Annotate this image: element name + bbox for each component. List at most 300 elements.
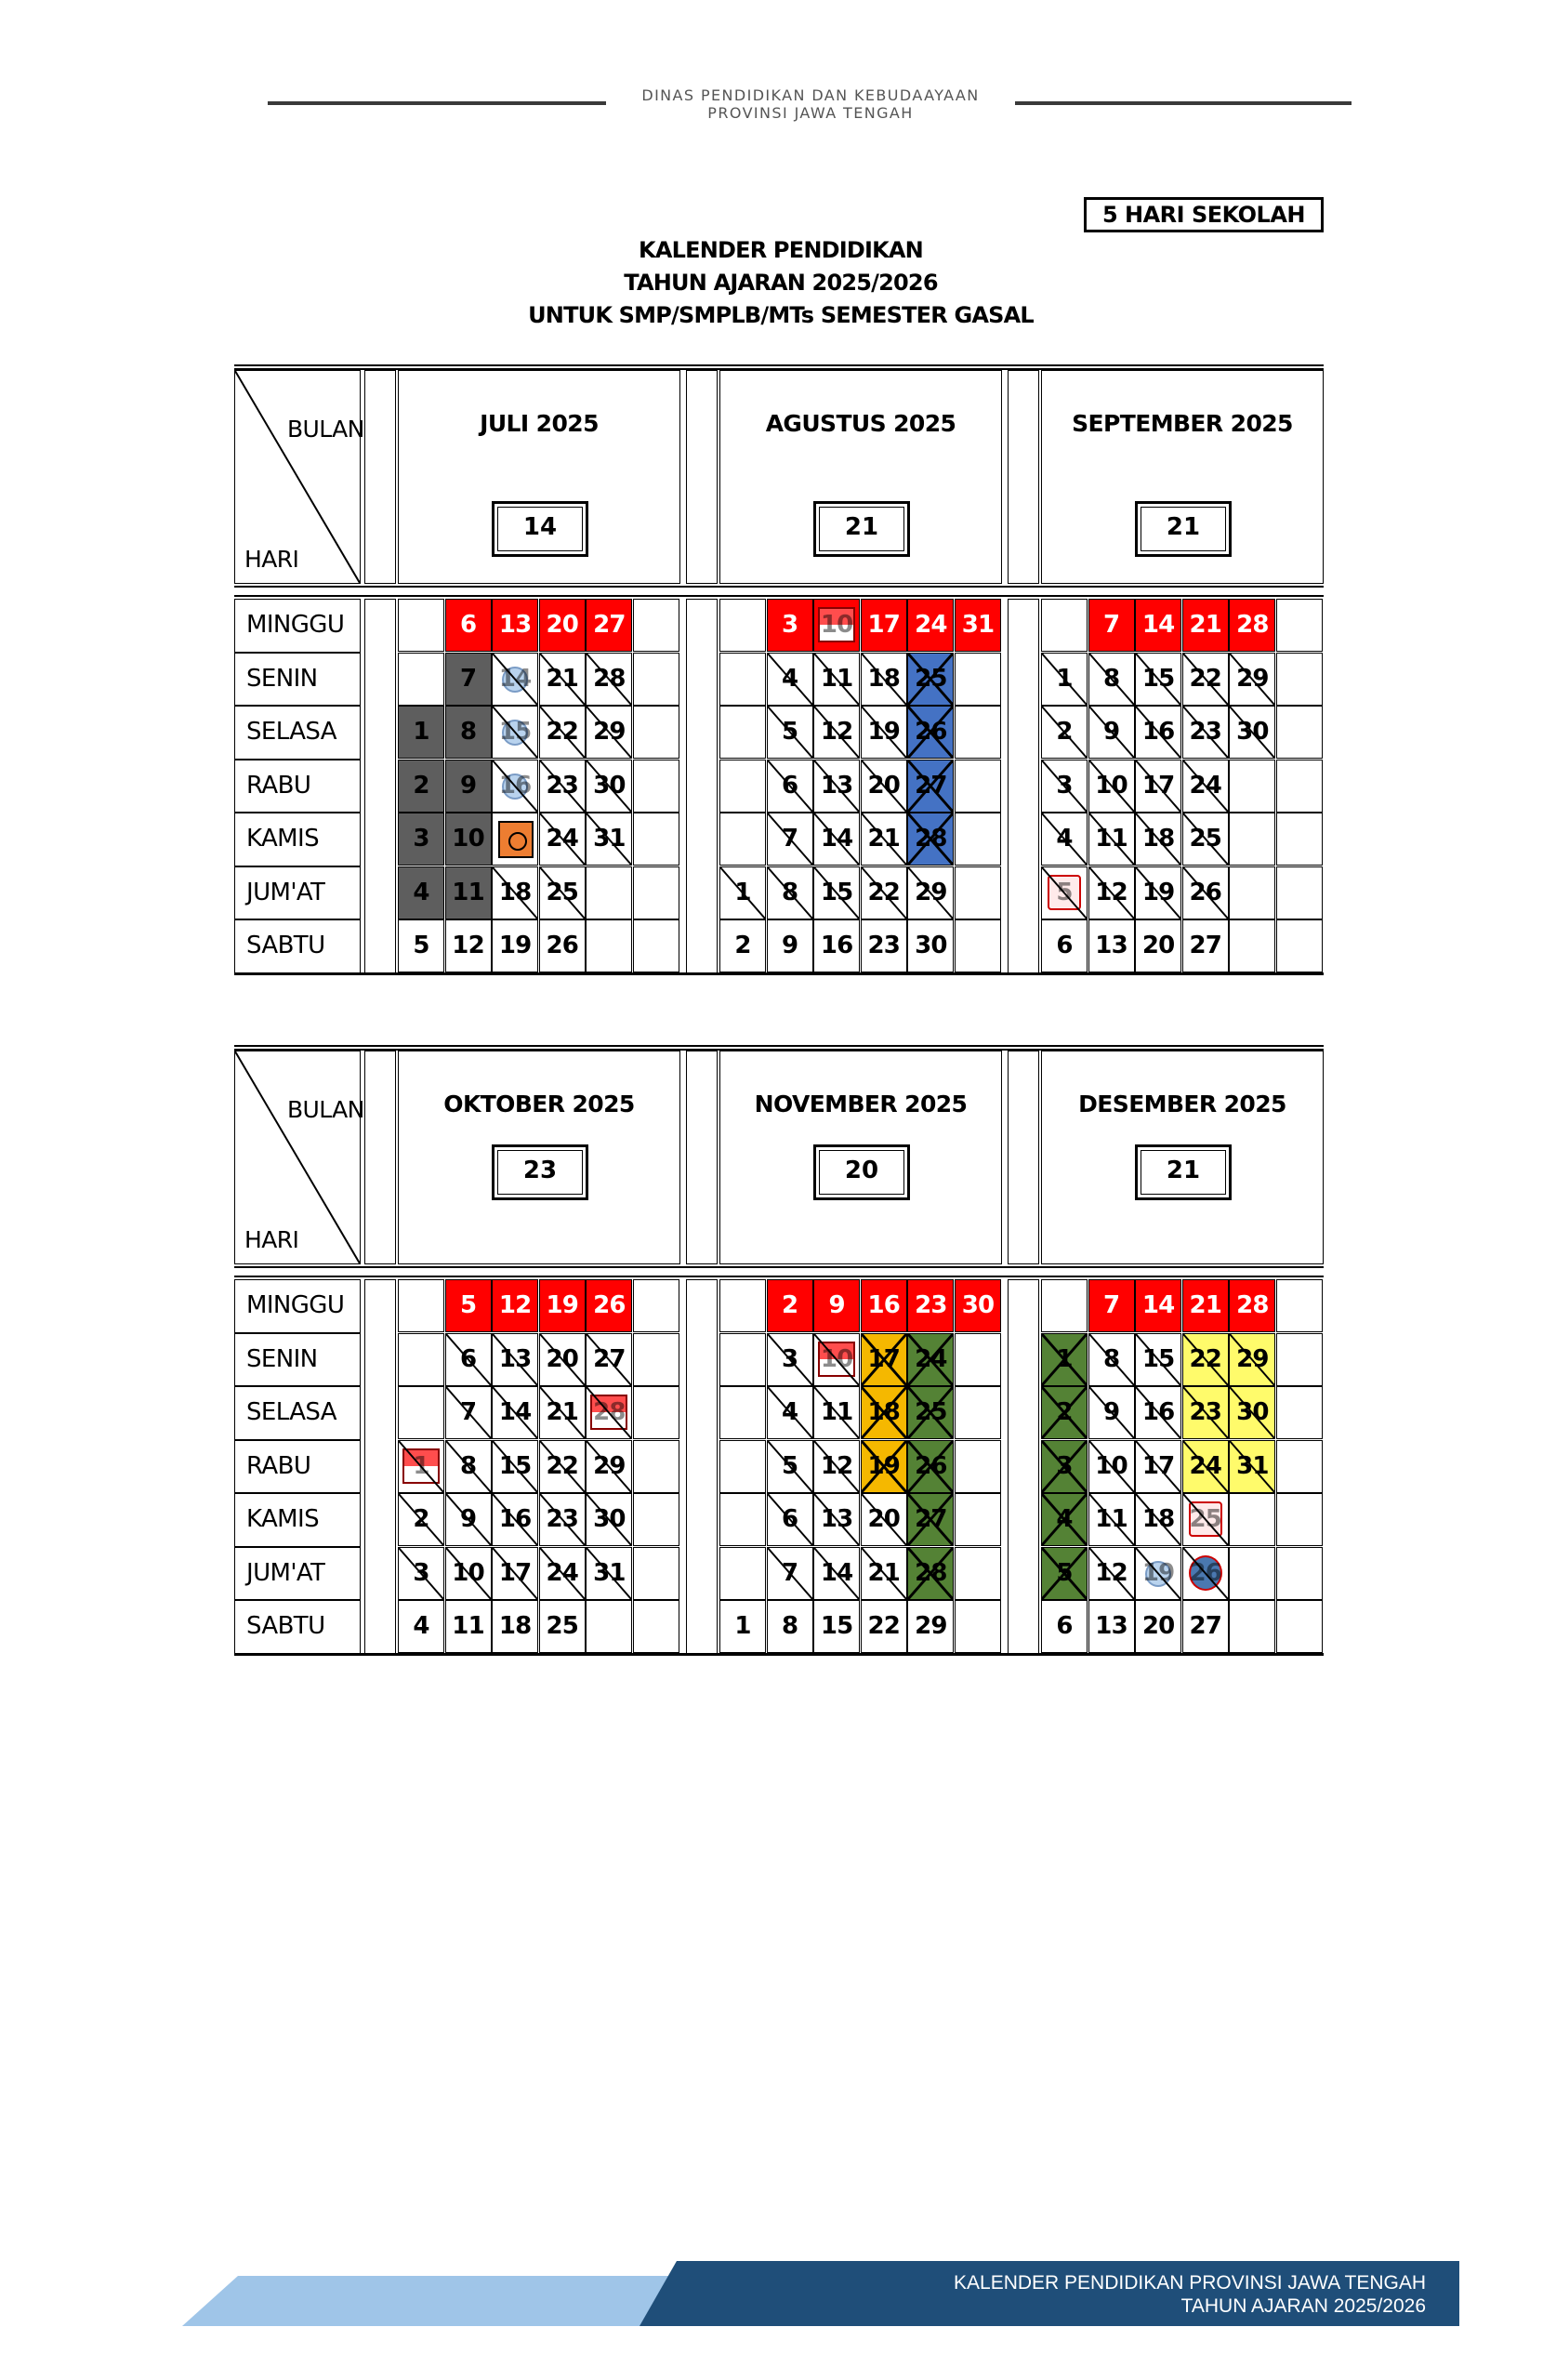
date-number: 23 <box>915 1291 947 1319</box>
date-cell[interactable] <box>633 599 679 652</box>
date-cell[interactable] <box>586 1279 632 1332</box>
date-cell[interactable] <box>719 1440 766 1493</box>
date-cell[interactable] <box>719 1600 766 1653</box>
date-cell[interactable] <box>1088 1333 1135 1386</box>
date-cell[interactable] <box>907 1279 954 1332</box>
date-cell[interactable] <box>1276 1386 1323 1439</box>
date-cell[interactable] <box>861 1440 907 1493</box>
date-number: 10 <box>1095 1451 1127 1480</box>
day-label-cell <box>234 813 361 866</box>
date-cell[interactable] <box>445 1279 492 1332</box>
date-cell[interactable] <box>633 653 679 706</box>
date-cell[interactable] <box>1041 653 1088 706</box>
date-cell[interactable] <box>1088 1600 1135 1653</box>
date-number: 1 <box>1056 1344 1073 1373</box>
date-cell[interactable] <box>861 866 907 919</box>
date-cell[interactable] <box>445 866 492 919</box>
date-number: 23 <box>546 1505 579 1533</box>
date-cell[interactable] <box>767 706 813 759</box>
date-number: 24 <box>546 825 579 853</box>
date-cell[interactable] <box>1041 1279 1088 1332</box>
date-cell[interactable] <box>813 1386 860 1439</box>
date-cell[interactable] <box>492 706 538 759</box>
date-cell[interactable] <box>767 1440 813 1493</box>
date-cell[interactable] <box>813 653 860 706</box>
date-cell[interactable] <box>398 866 444 919</box>
date-cell[interactable] <box>861 1547 907 1600</box>
header-grid-divider <box>234 1266 1324 1268</box>
date-cell[interactable] <box>1276 1440 1323 1493</box>
date-cell[interactable] <box>398 1279 444 1332</box>
day-label-cell <box>234 1493 361 1547</box>
date-cell[interactable] <box>813 599 860 652</box>
date-cell[interactable] <box>398 1333 444 1386</box>
date-cell[interactable] <box>767 1279 813 1332</box>
date-cell[interactable] <box>633 1440 679 1493</box>
date-cell[interactable] <box>1041 1440 1088 1493</box>
date-cell[interactable] <box>539 919 586 972</box>
date-cell[interactable] <box>492 760 538 813</box>
date-cell[interactable] <box>1088 1386 1135 1439</box>
date-cell[interactable] <box>907 1600 954 1653</box>
date-cell[interactable] <box>813 1600 860 1653</box>
date-cell[interactable] <box>1229 653 1275 706</box>
date-cell[interactable] <box>1135 1493 1181 1546</box>
date-cell[interactable] <box>539 653 586 706</box>
date-cell[interactable] <box>586 599 632 652</box>
date-cell[interactable] <box>586 1386 632 1439</box>
date-cell[interactable] <box>539 599 586 652</box>
date-cell[interactable] <box>539 706 586 759</box>
date-cell[interactable] <box>907 1493 954 1546</box>
date-number: 30 <box>1236 1398 1269 1426</box>
date-cell[interactable] <box>1276 599 1323 652</box>
date-cell[interactable] <box>445 599 492 652</box>
date-cell[interactable] <box>907 1547 954 1600</box>
month-separator <box>364 1051 396 1264</box>
date-cell[interactable] <box>633 866 679 919</box>
date-cell[interactable] <box>492 866 538 919</box>
date-number: 2 <box>781 1291 798 1319</box>
date-cell[interactable] <box>861 1600 907 1653</box>
date-cell[interactable] <box>445 1333 492 1386</box>
date-number: 10 <box>452 1558 484 1587</box>
date-cell[interactable] <box>398 653 444 706</box>
date-number: 11 <box>452 878 484 906</box>
date-cell[interactable] <box>1276 760 1323 813</box>
date-cell[interactable] <box>445 1547 492 1600</box>
date-cell[interactable] <box>1135 919 1181 972</box>
day-label-cell <box>234 866 361 920</box>
date-cell[interactable] <box>586 706 632 759</box>
date-cell[interactable] <box>398 1493 444 1546</box>
date-cell[interactable] <box>907 599 954 652</box>
day-name: SELASA <box>246 1398 336 1426</box>
date-cell[interactable] <box>633 1547 679 1600</box>
date-cell[interactable] <box>813 1333 860 1386</box>
date-cell[interactable] <box>492 1493 538 1546</box>
date-cell[interactable] <box>633 706 679 759</box>
date-cell[interactable] <box>719 1279 766 1332</box>
date-cell[interactable] <box>398 919 444 972</box>
date-cell[interactable] <box>1276 1600 1323 1653</box>
date-cell[interactable] <box>861 919 907 972</box>
date-cell[interactable] <box>1182 1547 1229 1600</box>
date-cell[interactable] <box>492 1333 538 1386</box>
date-cell[interactable] <box>445 813 492 866</box>
date-cell[interactable] <box>539 1386 586 1439</box>
date-cell[interactable] <box>1229 760 1275 813</box>
month-title: DESEMBER 2025 <box>1078 1091 1286 1117</box>
date-cell[interactable] <box>1135 813 1181 866</box>
date-cell[interactable] <box>492 1600 538 1653</box>
date-cell[interactable] <box>767 813 813 866</box>
date-cell[interactable] <box>1276 1547 1323 1600</box>
date-cell[interactable] <box>719 599 766 652</box>
date-cell[interactable] <box>1229 706 1275 759</box>
date-cell[interactable] <box>1088 1493 1135 1546</box>
date-cell[interactable] <box>539 1440 586 1493</box>
date-cell[interactable] <box>1182 706 1229 759</box>
date-cell[interactable] <box>445 1493 492 1546</box>
month-header <box>719 1051 1002 1264</box>
date-cell[interactable] <box>955 866 1001 919</box>
date-cell[interactable] <box>1041 706 1088 759</box>
date-number: 12 <box>498 1291 532 1319</box>
date-cell[interactable] <box>1088 1279 1135 1332</box>
date-number: 20 <box>546 611 579 639</box>
date-cell[interactable] <box>398 1440 444 1493</box>
date-cell[interactable] <box>1135 760 1181 813</box>
date-cell[interactable] <box>539 1279 586 1332</box>
date-cell[interactable] <box>719 866 766 919</box>
date-cell[interactable] <box>1135 599 1181 652</box>
date-cell[interactable] <box>955 653 1001 706</box>
date-cell[interactable] <box>1088 599 1135 652</box>
date-cell[interactable] <box>1182 653 1229 706</box>
date-cell[interactable] <box>813 813 860 866</box>
date-number: 7 <box>459 664 477 693</box>
date-cell[interactable] <box>767 760 813 813</box>
date-cell[interactable] <box>539 1547 586 1600</box>
date-cell[interactable] <box>1182 866 1229 919</box>
date-cell[interactable] <box>861 599 907 652</box>
date-cell[interactable] <box>813 919 860 972</box>
date-cell[interactable] <box>633 760 679 813</box>
date-number: 16 <box>1141 718 1175 746</box>
date-cell[interactable] <box>767 1386 813 1439</box>
date-cell[interactable] <box>1041 866 1088 919</box>
date-cell[interactable] <box>861 813 907 866</box>
date-cell[interactable] <box>955 1440 1001 1493</box>
date-cell[interactable] <box>719 919 766 972</box>
date-cell[interactable] <box>492 1279 538 1332</box>
day-label-cell <box>234 706 361 760</box>
date-cell[interactable] <box>767 1493 813 1546</box>
date-cell[interactable] <box>1182 1386 1229 1439</box>
date-cell[interactable] <box>1276 1333 1323 1386</box>
date-number: 7 <box>1102 611 1120 639</box>
date-number: 29 <box>915 878 947 906</box>
date-cell[interactable] <box>398 706 444 759</box>
date-cell[interactable] <box>492 1440 538 1493</box>
date-cell[interactable] <box>445 1440 492 1493</box>
date-cell[interactable] <box>955 760 1001 813</box>
date-cell[interactable] <box>1182 1440 1229 1493</box>
date-cell[interactable] <box>1041 919 1088 972</box>
date-cell[interactable] <box>1041 1333 1088 1386</box>
date-cell[interactable] <box>1276 706 1323 759</box>
date-cell[interactable] <box>492 919 538 972</box>
date-cell[interactable] <box>861 760 907 813</box>
date-cell[interactable] <box>813 1279 860 1332</box>
date-cell[interactable] <box>767 1600 813 1653</box>
date-cell[interactable] <box>813 1440 860 1493</box>
date-number: 30 <box>593 1505 626 1533</box>
date-cell[interactable] <box>719 813 766 866</box>
date-cell[interactable] <box>1229 1547 1275 1600</box>
date-cell[interactable] <box>767 866 813 919</box>
date-cell[interactable] <box>1229 1279 1275 1332</box>
date-cell[interactable] <box>861 1279 907 1332</box>
date-cell[interactable] <box>1135 866 1181 919</box>
date-cell[interactable] <box>1229 1600 1275 1653</box>
date-cell[interactable] <box>907 1386 954 1439</box>
institution-province: PROVINSI JAWA TENGAH <box>707 104 914 122</box>
date-cell[interactable] <box>586 919 632 972</box>
date-cell[interactable] <box>398 1547 444 1600</box>
date-cell[interactable] <box>955 919 1001 972</box>
date-cell[interactable] <box>767 1547 813 1600</box>
date-cell[interactable] <box>398 760 444 813</box>
date-cell[interactable] <box>719 1386 766 1439</box>
date-cell[interactable] <box>719 760 766 813</box>
date-cell[interactable] <box>955 1600 1001 1653</box>
date-cell[interactable] <box>955 1279 1001 1332</box>
date-cell[interactable] <box>445 706 492 759</box>
date-cell[interactable] <box>1229 1333 1275 1386</box>
date-cell[interactable] <box>492 653 538 706</box>
date-cell[interactable] <box>1182 599 1229 652</box>
date-cell[interactable] <box>907 653 954 706</box>
date-cell[interactable] <box>633 1279 679 1332</box>
date-cell[interactable] <box>586 653 632 706</box>
date-number: 15 <box>820 1612 853 1640</box>
date-cell[interactable] <box>633 1493 679 1546</box>
date-cell[interactable] <box>445 760 492 813</box>
date-cell[interactable] <box>813 760 860 813</box>
orange-circle-icon <box>498 821 534 858</box>
date-cell[interactable] <box>719 653 766 706</box>
date-cell[interactable] <box>1182 919 1229 972</box>
date-cell[interactable] <box>1276 813 1323 866</box>
date-cell[interactable] <box>1135 1547 1181 1600</box>
date-cell[interactable] <box>1276 653 1323 706</box>
date-cell[interactable] <box>492 599 538 652</box>
date-cell[interactable] <box>861 1493 907 1546</box>
date-cell[interactable] <box>1182 760 1229 813</box>
date-cell[interactable] <box>719 1547 766 1600</box>
date-cell[interactable] <box>767 599 813 652</box>
date-cell[interactable] <box>719 1493 766 1546</box>
day-label-cell <box>234 599 361 653</box>
date-cell[interactable] <box>813 1493 860 1546</box>
date-cell[interactable] <box>1088 760 1135 813</box>
date-cell[interactable] <box>398 1386 444 1439</box>
date-cell[interactable] <box>586 866 632 919</box>
date-cell[interactable] <box>1041 760 1088 813</box>
date-cell[interactable] <box>539 813 586 866</box>
date-cell[interactable] <box>492 1386 538 1439</box>
date-number: 15 <box>820 878 853 906</box>
date-cell[interactable] <box>1229 599 1275 652</box>
date-cell[interactable] <box>586 760 632 813</box>
date-cell[interactable] <box>539 760 586 813</box>
date-cell[interactable] <box>861 1386 907 1439</box>
date-cell[interactable] <box>907 813 954 866</box>
date-cell[interactable] <box>861 706 907 759</box>
date-cell[interactable] <box>955 1333 1001 1386</box>
date-cell[interactable] <box>955 1493 1001 1546</box>
date-cell[interactable] <box>907 760 954 813</box>
date-cell[interactable] <box>633 813 679 866</box>
date-cell[interactable] <box>445 1600 492 1653</box>
date-cell[interactable] <box>1229 1440 1275 1493</box>
date-cell[interactable] <box>1041 1600 1088 1653</box>
date-cell[interactable] <box>1229 919 1275 972</box>
date-cell[interactable] <box>767 919 813 972</box>
day-label-cell <box>234 760 361 813</box>
date-cell[interactable] <box>1182 1279 1229 1332</box>
date-cell[interactable] <box>1276 866 1323 919</box>
date-cell[interactable] <box>955 1386 1001 1439</box>
date-cell[interactable] <box>539 1493 586 1546</box>
date-number: 16 <box>820 932 853 959</box>
date-cell[interactable] <box>1182 1600 1229 1653</box>
date-cell[interactable] <box>492 1547 538 1600</box>
date-number: 2 <box>413 771 429 800</box>
effective-days-count <box>492 501 588 557</box>
date-cell[interactable] <box>539 1600 586 1653</box>
date-cell[interactable] <box>1135 1333 1181 1386</box>
document-title <box>409 234 1153 332</box>
date-number: 24 <box>1189 1451 1222 1480</box>
date-cell[interactable] <box>1135 1279 1181 1332</box>
date-cell[interactable] <box>1041 813 1088 866</box>
date-cell[interactable] <box>1135 1386 1181 1439</box>
date-cell[interactable] <box>1041 1547 1088 1600</box>
date-cell[interactable] <box>586 1493 632 1546</box>
date-cell[interactable] <box>1041 599 1088 652</box>
date-cell[interactable] <box>813 1547 860 1600</box>
date-cell[interactable] <box>633 1333 679 1386</box>
date-cell[interactable] <box>907 919 954 972</box>
date-cell[interactable] <box>586 1333 632 1386</box>
date-cell[interactable] <box>1182 1493 1229 1546</box>
month-separator <box>686 370 718 584</box>
date-cell[interactable] <box>398 813 444 866</box>
date-cell[interactable] <box>767 1333 813 1386</box>
date-cell[interactable] <box>539 866 586 919</box>
date-cell[interactable] <box>907 866 954 919</box>
header-rule-right <box>1015 101 1352 105</box>
date-cell[interactable] <box>955 599 1001 652</box>
date-cell[interactable] <box>586 813 632 866</box>
date-cell[interactable] <box>445 653 492 706</box>
date-cell[interactable] <box>955 1547 1001 1600</box>
date-cell[interactable] <box>1276 1279 1323 1332</box>
date-number: 22 <box>867 878 901 906</box>
date-cell[interactable] <box>398 1600 444 1653</box>
date-number: 8 <box>781 878 798 906</box>
date-cell[interactable] <box>398 599 444 652</box>
date-cell[interactable] <box>1135 1440 1181 1493</box>
date-cell[interactable] <box>767 653 813 706</box>
effective-days-count <box>492 1144 588 1200</box>
date-cell[interactable] <box>633 1600 679 1653</box>
date-cell[interactable] <box>1182 1333 1229 1386</box>
date-number: 17 <box>1141 771 1175 800</box>
date-cell[interactable] <box>492 813 538 866</box>
date-cell[interactable] <box>1088 1547 1135 1600</box>
date-number: 21 <box>867 1558 901 1587</box>
day-label-cell <box>234 1386 361 1440</box>
date-cell[interactable] <box>445 1386 492 1439</box>
date-number: 10 <box>820 611 853 639</box>
date-cell[interactable] <box>1088 653 1135 706</box>
date-cell[interactable] <box>813 866 860 919</box>
date-cell[interactable] <box>1229 1493 1275 1546</box>
date-cell[interactable] <box>1088 1440 1135 1493</box>
date-cell[interactable] <box>1229 1386 1275 1439</box>
date-cell[interactable] <box>1276 919 1323 972</box>
date-cell[interactable] <box>1088 706 1135 759</box>
date-cell[interactable] <box>1135 1600 1181 1653</box>
date-cell[interactable] <box>813 706 860 759</box>
date-cell[interactable] <box>586 1547 632 1600</box>
date-cell[interactable] <box>907 1333 954 1386</box>
date-number: 8 <box>1102 664 1120 693</box>
date-cell[interactable] <box>1088 866 1135 919</box>
date-cell[interactable] <box>586 1440 632 1493</box>
date-cell[interactable] <box>719 706 766 759</box>
date-cell[interactable] <box>861 653 907 706</box>
date-cell[interactable] <box>861 1333 907 1386</box>
date-cell[interactable] <box>1182 813 1229 866</box>
date-cell[interactable] <box>1229 866 1275 919</box>
date-cell[interactable] <box>955 706 1001 759</box>
bulan-hari-corner <box>234 1051 364 1264</box>
date-cell[interactable] <box>633 1386 679 1439</box>
date-cell[interactable] <box>1276 1493 1323 1546</box>
date-cell[interactable] <box>907 1440 954 1493</box>
date-cell[interactable] <box>719 1333 766 1386</box>
date-cell[interactable] <box>1135 706 1181 759</box>
date-cell[interactable] <box>445 919 492 972</box>
date-cell[interactable] <box>1135 653 1181 706</box>
date-cell[interactable] <box>586 1600 632 1653</box>
date-cell[interactable] <box>1088 919 1135 972</box>
date-cell[interactable] <box>1041 1386 1088 1439</box>
date-cell[interactable] <box>1041 1493 1088 1546</box>
date-number: 19 <box>498 932 532 959</box>
date-cell[interactable] <box>955 813 1001 866</box>
date-cell[interactable] <box>539 1333 586 1386</box>
date-cell[interactable] <box>907 706 954 759</box>
date-cell[interactable] <box>1229 813 1275 866</box>
date-cell[interactable] <box>1088 813 1135 866</box>
date-cell[interactable] <box>633 919 679 972</box>
